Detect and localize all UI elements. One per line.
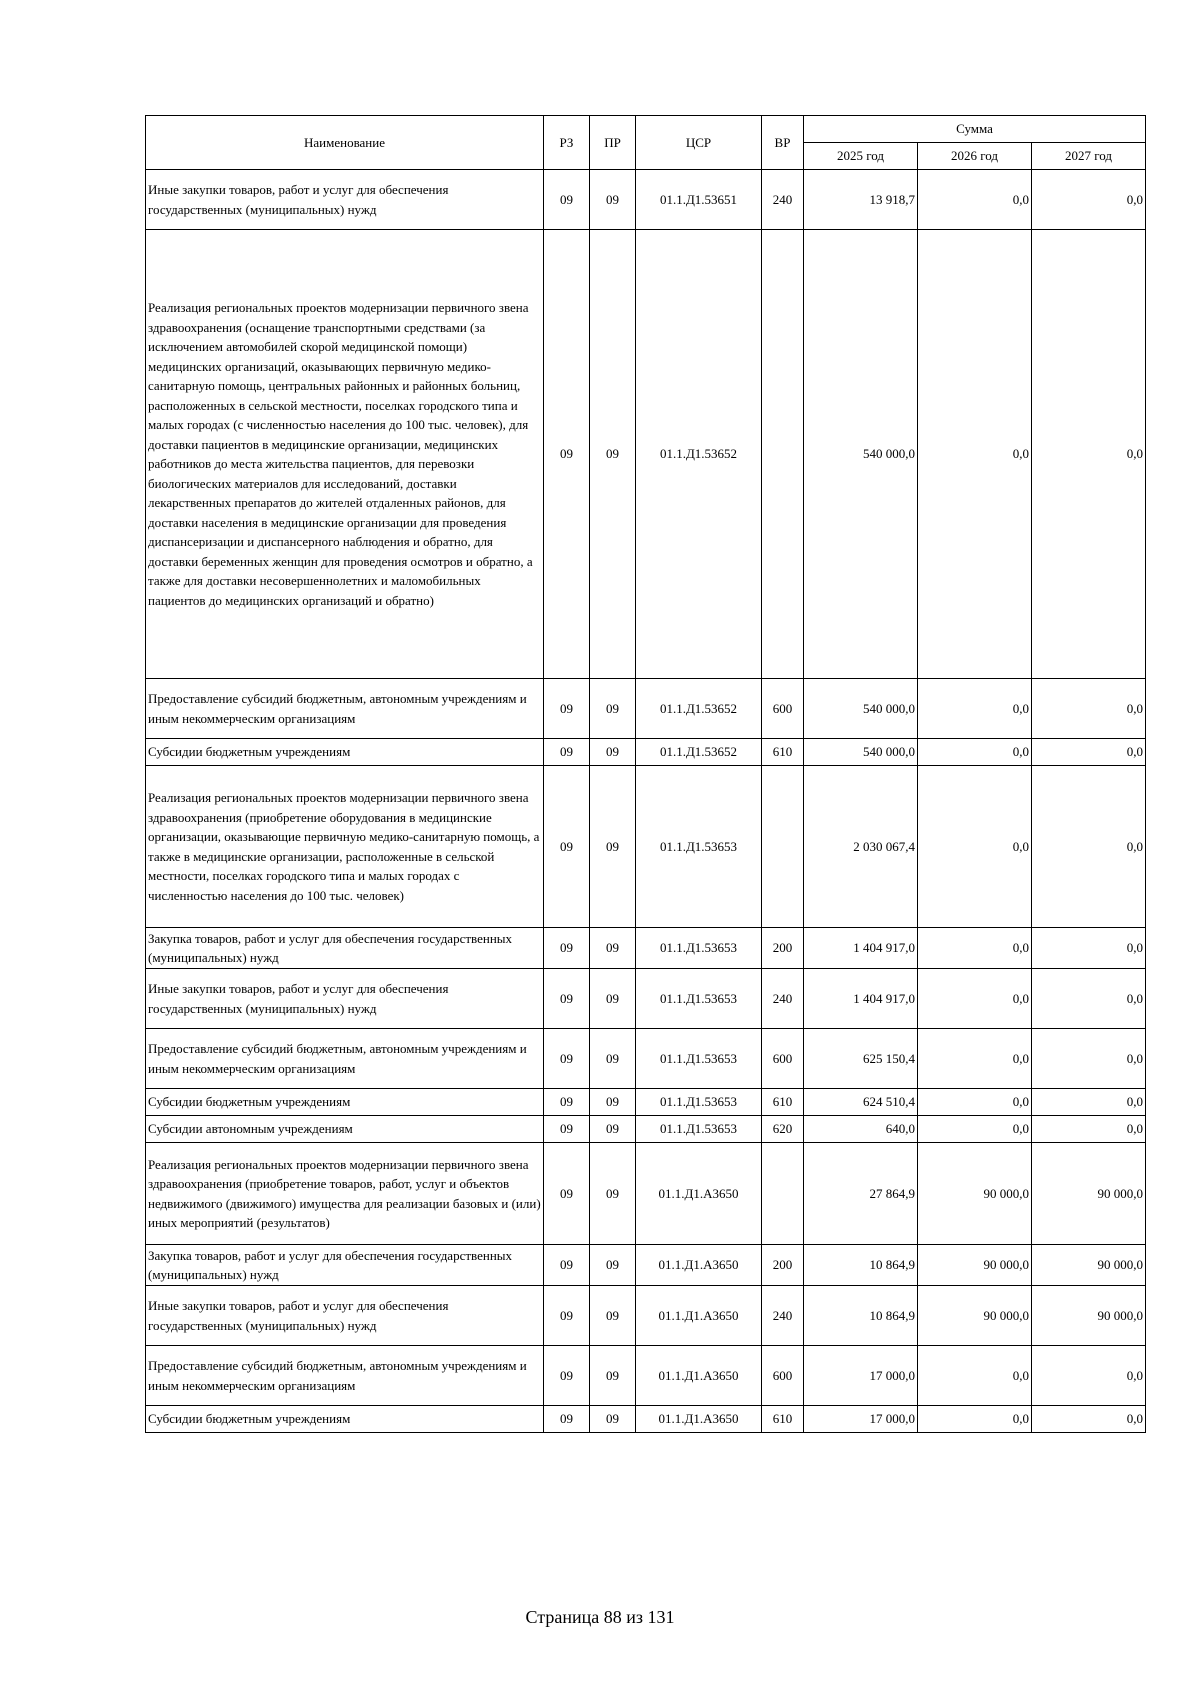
cell-2026: 0,0 (918, 766, 1032, 928)
cell-rz: 09 (544, 170, 590, 230)
cell-name: Реализация региональных проектов модернизации первичного звена здравоохранения (приобретение оборудования в медицинские организации, оказывающие первичную медико-санитарную помощь, а также в медицинские организации, расположенные в сельской местности, поселках городского типа и малых городах с численностью населения до 100 тыс. человек) (146, 766, 544, 928)
cell-2025: 1 404 917,0 (804, 928, 918, 969)
cell-name: Предоставление субсидий бюджетным, автономным учреждениям и иным некоммерческим организациям (146, 679, 544, 739)
cell-vr: 600 (762, 1029, 804, 1089)
cell-csr: 01.1.Д1.53651 (636, 170, 762, 230)
table-row (146, 1029, 1146, 1089)
cell-vr: 200 (762, 1245, 804, 1286)
table-row (146, 1286, 1146, 1346)
cell-2025: 2 030 067,4 (804, 766, 918, 928)
table-row (146, 969, 1146, 1029)
cell-2025: 624 510,4 (804, 1089, 918, 1116)
cell-csr: 01.1.Д1.А3650 (636, 1346, 762, 1406)
cell-rz: 09 (544, 928, 590, 969)
cell-vr: 610 (762, 1089, 804, 1116)
cell-pr: 09 (590, 1089, 636, 1116)
cell-pr: 09 (590, 1143, 636, 1245)
cell-2025: 625 150,4 (804, 1029, 918, 1089)
table-row (146, 739, 1146, 766)
cell-pr: 09 (590, 928, 636, 969)
header-pr: ПР (590, 116, 636, 170)
table-row (146, 230, 1146, 679)
cell-vr (762, 230, 804, 679)
cell-2026: 0,0 (918, 1089, 1032, 1116)
cell-2025: 27 864,9 (804, 1143, 918, 1245)
cell-csr: 01.1.Д1.53653 (636, 969, 762, 1029)
cell-2025: 13 918,7 (804, 170, 918, 230)
cell-2026: 0,0 (918, 1029, 1032, 1089)
cell-2025: 1 404 917,0 (804, 969, 918, 1029)
cell-rz: 09 (544, 1089, 590, 1116)
cell-name: Иные закупки товаров, работ и услуг для обеспечения государственных (муниципальных) нужд (146, 969, 544, 1029)
cell-name: Реализация региональных проектов модернизации первичного звена здравоохранения (приобретение товаров, работ, услуг и объектов недвижимого (движимого) имущества для реализации базовых и (или) иных мероприятий (результатов) (146, 1143, 544, 1245)
cell-vr (762, 766, 804, 928)
cell-rz: 09 (544, 1029, 590, 1089)
table-row (146, 1143, 1146, 1245)
cell-pr: 09 (590, 739, 636, 766)
header-year-2027: 2027 год (1032, 143, 1146, 170)
header-year-2026: 2026 год (918, 143, 1032, 170)
table-row (146, 1116, 1146, 1143)
cell-2026: 90 000,0 (918, 1286, 1032, 1346)
cell-pr: 09 (590, 969, 636, 1029)
table-header (146, 116, 1146, 170)
table-row (146, 1346, 1146, 1406)
cell-2025: 10 864,9 (804, 1286, 918, 1346)
cell-csr: 01.1.Д1.А3650 (636, 1286, 762, 1346)
cell-name: Реализация региональных проектов модернизации первичного звена здравоохранения (оснащение транспортными средствами (за исключением автомобилей скорой медицинской помощи) медицинских организаций, оказывающих первичную медико-санитарную помощь, центральных районных и районных больниц, расположенных в сельской местности, поселках городского типа и малых городах (с численностью населения до 100 тыс. человек), для доставки пациентов в медицинские организации, медицинских работников до места жительства пациентов, для перевозки биологических материалов для исследований, доставки лекарственных препаратов до жителей отдаленных районов, для доставки населения в медицинские организации для проведения диспансеризации и диспансерного наблюдения и обратно, для доставки беременных женщин для проведения осмотров и обратно, а также для доставки несовершеннолетних и маломобильных пациентов до медицинских организаций и обратно) (146, 230, 544, 679)
cell-vr: 600 (762, 679, 804, 739)
cell-vr: 610 (762, 1406, 804, 1433)
cell-2027: 0,0 (1032, 1029, 1146, 1089)
cell-name: Иные закупки товаров, работ и услуг для обеспечения государственных (муниципальных) нужд (146, 170, 544, 230)
cell-vr (762, 1143, 804, 1245)
header-rz: РЗ (544, 116, 590, 170)
header-vr: ВР (762, 116, 804, 170)
cell-2027: 0,0 (1032, 1116, 1146, 1143)
header-name: Наименование (146, 116, 544, 170)
cell-2026: 0,0 (918, 739, 1032, 766)
cell-pr: 09 (590, 679, 636, 739)
cell-2025: 17 000,0 (804, 1346, 918, 1406)
cell-2025: 17 000,0 (804, 1406, 918, 1433)
table-row (146, 1089, 1146, 1116)
cell-vr: 240 (762, 170, 804, 230)
cell-csr: 01.1.Д1.А3650 (636, 1406, 762, 1433)
budget-table (145, 115, 1146, 1433)
cell-2027: 0,0 (1032, 679, 1146, 739)
cell-2026: 0,0 (918, 170, 1032, 230)
cell-rz: 09 (544, 766, 590, 928)
cell-csr: 01.1.Д1.А3650 (636, 1245, 762, 1286)
cell-2027: 0,0 (1032, 739, 1146, 766)
cell-name: Предоставление субсидий бюджетным, автономным учреждениям и иным некоммерческим организациям (146, 1029, 544, 1089)
cell-2027: 0,0 (1032, 766, 1146, 928)
cell-rz: 09 (544, 230, 590, 679)
table-row (146, 679, 1146, 739)
cell-2027: 90 000,0 (1032, 1143, 1146, 1245)
cell-2026: 90 000,0 (918, 1143, 1032, 1245)
cell-2025: 540 000,0 (804, 679, 918, 739)
cell-pr: 09 (590, 766, 636, 928)
table-row (146, 170, 1146, 230)
cell-2027: 0,0 (1032, 969, 1146, 1029)
cell-name: Субсидии автономным учреждениям (146, 1116, 544, 1143)
cell-name: Закупка товаров, работ и услуг для обеспечения государственных (муниципальных) нужд (146, 1245, 544, 1286)
cell-rz: 09 (544, 679, 590, 739)
cell-vr: 240 (762, 969, 804, 1029)
cell-vr: 620 (762, 1116, 804, 1143)
cell-2027: 0,0 (1032, 230, 1146, 679)
cell-name: Субсидии бюджетным учреждениям (146, 739, 544, 766)
cell-csr: 01.1.Д1.А3650 (636, 1143, 762, 1245)
cell-csr: 01.1.Д1.53652 (636, 739, 762, 766)
cell-name: Иные закупки товаров, работ и услуг для обеспечения государственных (муниципальных) нужд (146, 1286, 544, 1346)
cell-pr: 09 (590, 170, 636, 230)
cell-vr: 240 (762, 1286, 804, 1346)
cell-csr: 01.1.Д1.53653 (636, 928, 762, 969)
cell-rz: 09 (544, 1116, 590, 1143)
table-row (146, 1245, 1146, 1286)
cell-pr: 09 (590, 230, 636, 679)
cell-2025: 540 000,0 (804, 230, 918, 679)
cell-rz: 09 (544, 1346, 590, 1406)
cell-2025: 10 864,9 (804, 1245, 918, 1286)
cell-rz: 09 (544, 969, 590, 1029)
cell-2026: 0,0 (918, 1346, 1032, 1406)
cell-2026: 0,0 (918, 230, 1032, 679)
cell-2026: 0,0 (918, 679, 1032, 739)
cell-2025: 640,0 (804, 1116, 918, 1143)
cell-2026: 0,0 (918, 1406, 1032, 1433)
header-sum: Сумма (804, 116, 1146, 143)
page-number: Страница 88 из 131 (525, 1607, 675, 1627)
cell-csr: 01.1.Д1.53652 (636, 679, 762, 739)
table-row (146, 1406, 1146, 1433)
cell-2027: 0,0 (1032, 1089, 1146, 1116)
table-body (146, 170, 1146, 1433)
cell-pr: 09 (590, 1245, 636, 1286)
cell-pr: 09 (590, 1029, 636, 1089)
cell-name: Предоставление субсидий бюджетным, автономным учреждениям и иным некоммерческим организациям (146, 1346, 544, 1406)
cell-2026: 90 000,0 (918, 1245, 1032, 1286)
cell-rz: 09 (544, 1143, 590, 1245)
cell-rz: 09 (544, 1286, 590, 1346)
cell-name: Закупка товаров, работ и услуг для обеспечения государственных (муниципальных) нужд (146, 928, 544, 969)
cell-csr: 01.1.Д1.53653 (636, 1089, 762, 1116)
cell-2027: 0,0 (1032, 1346, 1146, 1406)
header-year-2025: 2025 год (804, 143, 918, 170)
cell-2027: 0,0 (1032, 928, 1146, 969)
cell-2027: 0,0 (1032, 1406, 1146, 1433)
table-row (146, 928, 1146, 969)
cell-pr: 09 (590, 1286, 636, 1346)
cell-name: Субсидии бюджетным учреждениям (146, 1406, 544, 1433)
cell-2025: 540 000,0 (804, 739, 918, 766)
cell-2027: 90 000,0 (1032, 1245, 1146, 1286)
cell-csr: 01.1.Д1.53652 (636, 230, 762, 679)
cell-pr: 09 (590, 1346, 636, 1406)
header-csr: ЦСР (636, 116, 762, 170)
cell-csr: 01.1.Д1.53653 (636, 1116, 762, 1143)
cell-pr: 09 (590, 1116, 636, 1143)
cell-2027: 0,0 (1032, 170, 1146, 230)
cell-rz: 09 (544, 739, 590, 766)
cell-2026: 0,0 (918, 928, 1032, 969)
cell-vr: 600 (762, 1346, 804, 1406)
cell-csr: 01.1.Д1.53653 (636, 766, 762, 928)
cell-2026: 0,0 (918, 1116, 1032, 1143)
cell-vr: 200 (762, 928, 804, 969)
cell-pr: 09 (590, 1406, 636, 1433)
cell-2027: 90 000,0 (1032, 1286, 1146, 1346)
cell-name: Субсидии бюджетным учреждениям (146, 1089, 544, 1116)
cell-csr: 01.1.Д1.53653 (636, 1029, 762, 1089)
table-row (146, 766, 1146, 928)
cell-2026: 0,0 (918, 969, 1032, 1029)
cell-rz: 09 (544, 1245, 590, 1286)
cell-vr: 610 (762, 739, 804, 766)
cell-rz: 09 (544, 1406, 590, 1433)
